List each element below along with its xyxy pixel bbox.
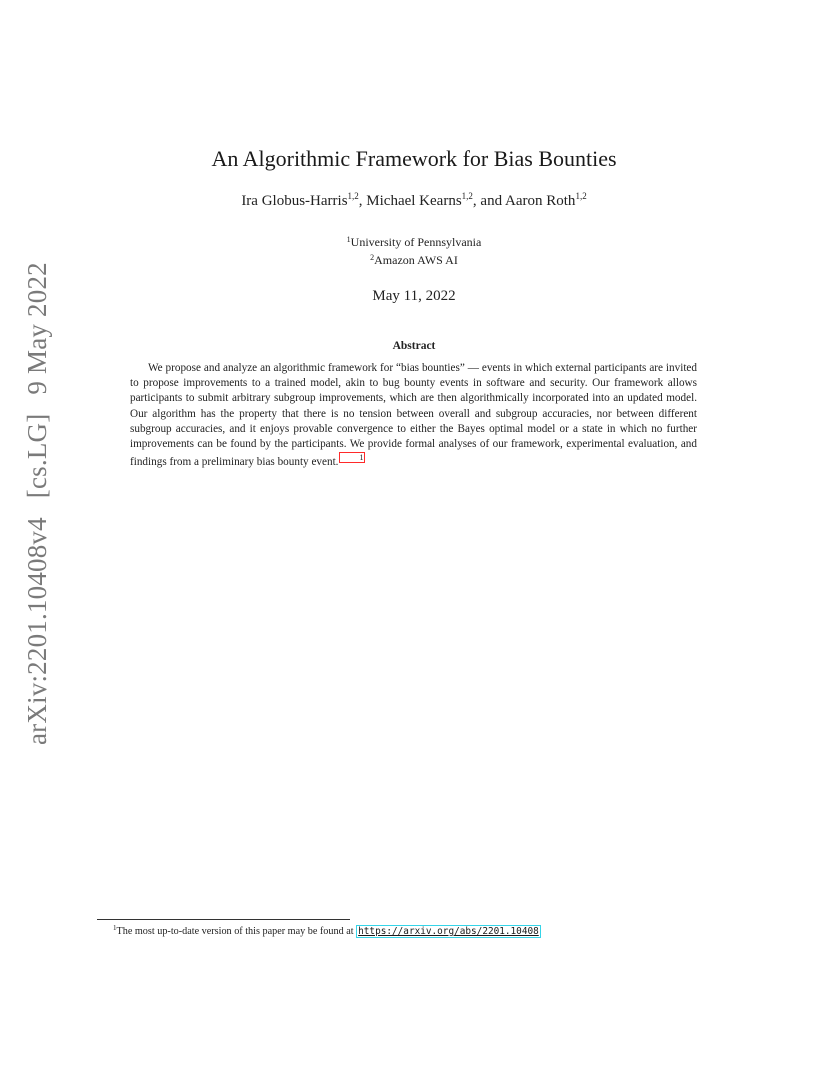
author-name: Ira Globus-Harris [241, 193, 348, 209]
abstract-body [130, 361, 697, 470]
arxiv-id: arXiv:2201.10408v4 [22, 517, 52, 745]
author-name: Michael Kearns [366, 193, 462, 209]
affil-mark: 1 [346, 235, 351, 244]
footnote-rule [97, 919, 350, 920]
affiliation-line [0, 250, 828, 268]
abstract-text: We propose and analyze an algorithmic framework for “bias bounties” — events in which external participants are invited to propose improvements to a trained model, akin to bug bounty events in software and security. Our framework allows participants to submit arbitrary subgroup improvements, which are then algorithmically incorporated into an updated model. Our algorithm has the property that there is no tension between overall and subgroup accuracies, nor between different subgroup accuracies, and it enjoys provable convergence to either the Bayes optimal model or a state in which no further improvements can be found by the participants. We provide formal analyses of our framework, experimental evaluation, and findings from a preliminary bias bounty event. [130, 362, 697, 469]
abstract-heading: Abstract [392, 340, 436, 352]
author-name: Aaron Roth [505, 193, 576, 209]
affiliation-line [0, 232, 828, 250]
author-separator: , [358, 193, 367, 209]
arxiv-category: [cs.LG] [22, 413, 52, 499]
paper-title: An Algorithmic Framework for Bias Bounties [211, 146, 617, 171]
author-affil-mark: 1,2 [347, 191, 359, 201]
affil-mark: 2 [370, 253, 375, 262]
author-affil-mark: 1,2 [575, 191, 587, 201]
footnote [113, 924, 541, 938]
arxiv-date: 9 May 2022 [22, 262, 52, 395]
footnote-mark: 1 [113, 924, 117, 932]
author-separator: , and [472, 193, 506, 209]
author-affil-mark: 1,2 [461, 191, 473, 201]
footnote-ref-link[interactable]: 1 [339, 452, 365, 463]
affil-name: University of Pennsylvania [350, 235, 482, 249]
author-list [0, 191, 828, 210]
footnote-text: The most up-to-date version of this paper may be found at [116, 926, 354, 937]
footnote-url-link[interactable]: https://arxiv.org/abs/2201.10408 [358, 926, 539, 937]
paper-date: May 11, 2022 [372, 288, 456, 304]
affil-name: Amazon AWS AI [374, 253, 458, 267]
affiliations [0, 232, 828, 268]
